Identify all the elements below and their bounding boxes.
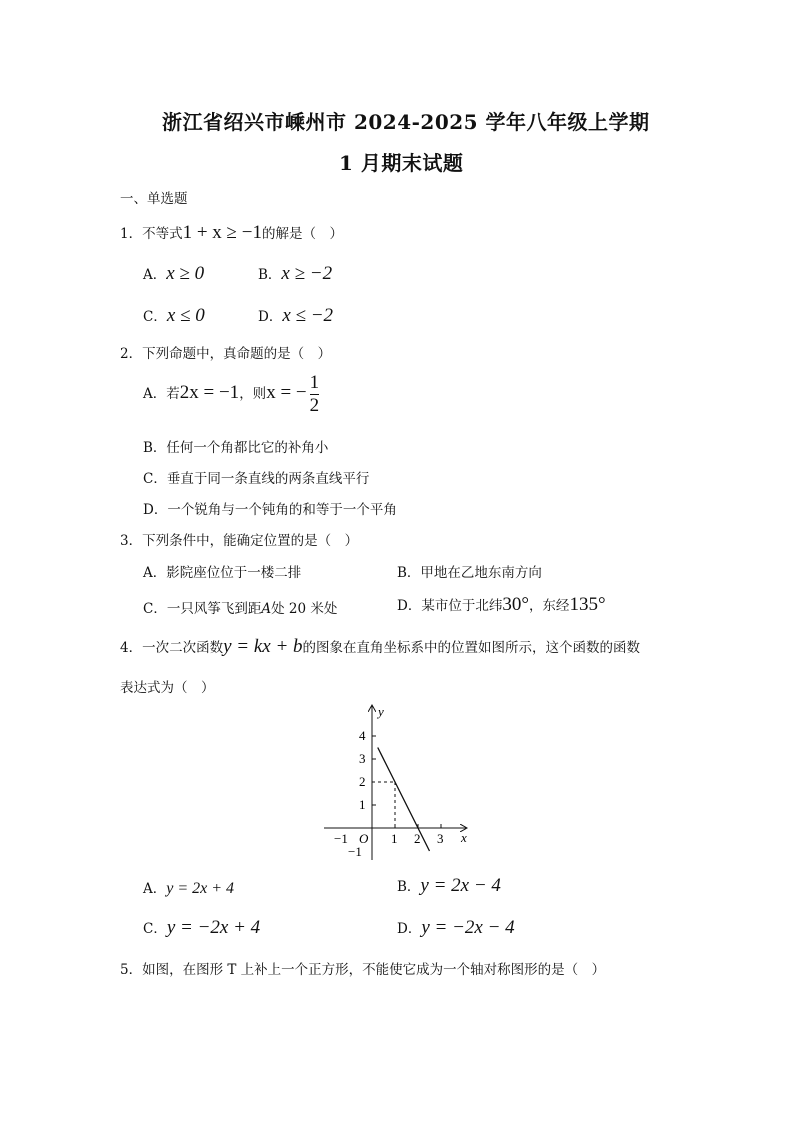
option-text: 某市位于北纬 [421,598,503,614]
option-label: A．若 [143,386,180,402]
origin-label: O [359,831,369,846]
question-1-stem [120,222,343,244]
fraction [310,372,320,417]
function-graph [318,700,478,865]
q1-option-c[interactable] [143,305,205,327]
option-label: B． [397,565,421,581]
q4-stem-post: 的图象在直角坐标系中的位置如图所示，这个函数的函数 [302,640,641,656]
q4-option-a[interactable] [143,877,234,898]
q1-stem-post: 的解是（ ） [261,226,343,242]
x-tick-label: 1 [391,831,398,846]
option-label: C． [143,601,167,617]
y-tick-label: 4 [359,728,366,743]
axis-label-x: x [461,830,467,845]
option-label: D． [397,598,422,614]
option-math: x ≤ −2 [282,305,334,326]
q3-option-d[interactable] [397,594,606,616]
option-text: ，则 [239,386,267,402]
option-italic: A [261,601,272,617]
option-text: 处 20 米处 [271,601,338,617]
q3-option-c[interactable] [143,597,337,617]
q2-option-a[interactable] [143,372,322,417]
q2-option-d[interactable] [143,498,397,518]
option-text: 影院座位位于一楼二排 [166,565,302,581]
question-4-stem [120,636,640,658]
option-label: A． [143,881,167,897]
q4-option-d[interactable] [397,917,515,939]
option-math: x ≥ 0 [166,263,205,284]
option-label: B． [143,440,167,456]
question-2-stem: 2．下列命题中，真命题的是（ ） [120,346,332,362]
option-math: x ≤ 0 [166,305,205,326]
option-math: y = 2x − 4 [420,875,501,896]
option-label: D． [397,921,422,937]
question-3-stem: 3．下列条件中，能确定位置的是（ ） [120,533,359,549]
option-math: x ≥ −2 [281,263,333,284]
q4-option-c[interactable] [143,917,260,939]
y-tick-label: −1 [348,844,362,859]
q4-option-b[interactable] [397,875,501,897]
x-tick-label: 3 [437,831,444,846]
section-heading: 一、单选题 [120,191,188,207]
function-line [378,748,430,852]
q4-stem-math: y = kx + b [223,636,303,657]
q3-option-b[interactable] [397,561,542,581]
y-tick-label: 2 [359,774,366,789]
q2-option-b[interactable] [143,436,328,456]
question-4-stem-line2: 表达式为（ ） [120,680,215,696]
option-label: C． [143,921,167,937]
q1-stem-math: 1 + x ≥ −1 [182,222,262,243]
option-label: D． [258,309,283,325]
option-label: C． [143,309,167,325]
option-math: y = −2x − 4 [421,917,515,938]
option-math: 135° [569,594,606,615]
y-tick-label: 3 [359,751,366,766]
fraction-denominator: 2 [309,395,320,416]
option-label: A． [143,565,167,581]
option-label: C． [143,471,167,487]
q1-option-d[interactable] [258,305,333,327]
q2-option-c[interactable] [143,467,369,487]
option-text: ，东经 [528,598,570,614]
x-tick-label: 2 [414,831,421,846]
option-label: B． [258,267,282,283]
axis-label-y: y [378,704,384,719]
fraction-numerator: 1 [309,372,320,393]
option-text: 垂直于同一条直线的两条直线平行 [166,471,370,487]
q1-option-a[interactable] [143,263,204,285]
question-5-stem: 5．如图，在图形 T 上补上一个正方形，不能使它成为一个轴对称图形的是（ ） [120,962,606,978]
option-math: x = − [266,382,307,403]
option-math: y = −2x + 4 [166,917,261,938]
option-text: 一只风筝飞到距 [166,601,262,617]
x-tick-label: −1 [334,831,348,846]
option-math: 2x = −1 [179,382,240,403]
option-label: D． [143,502,168,518]
option-math: 30° [502,594,529,615]
q3-option-a[interactable] [143,561,301,581]
y-tick-label: 1 [359,797,366,812]
option-text: 甲地在乙地东南方向 [420,565,542,581]
q1-stem-pre: 1．不等式 [120,226,183,242]
option-label: A． [143,267,167,283]
q4-stem-pre: 4．一次二次函数 [120,640,224,656]
page-title-line2: 1 月期末试题 [339,151,464,175]
page-title-line1: 浙江省绍兴市嵊州市 2024-2025 学年八年级上学期 [162,110,650,134]
option-text: 任何一个角都比它的补角小 [166,440,329,456]
option-text: 一个锐角与一个钝角的和等于一个平角 [167,502,397,518]
q1-option-b[interactable] [258,263,332,285]
option-math: y = 2x + 4 [166,880,235,897]
option-label: B． [397,879,421,895]
